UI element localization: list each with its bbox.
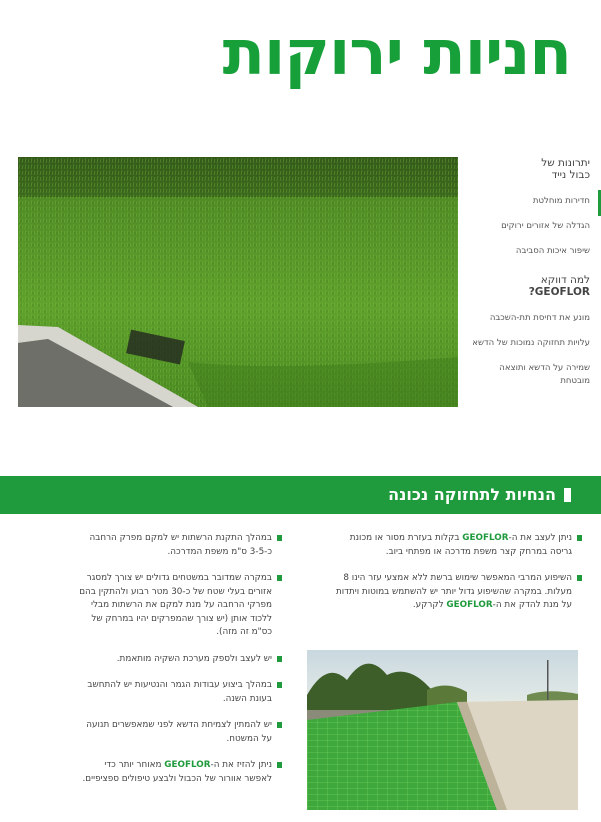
- guideline-item: יש לעצב ולספק מערכת השקיה מותאמת.: [76, 653, 282, 667]
- grass-parking-photo: [18, 157, 458, 407]
- benefits-sidebar: [468, 157, 590, 400]
- section-title-text: הנחיות לתחזוקה נכונה: [388, 485, 556, 504]
- guideline-item: ניתן להזיז את ה-GEOFLOR מאוחר יותר כדי לאפשר אוורור של הכבול ולבצע טיפולים ספציפיים.: [76, 759, 282, 786]
- why-heading-line2: GEOFLOR?: [528, 286, 590, 298]
- benefits-heading: [468, 157, 590, 181]
- guidelines-column-right: [334, 532, 582, 626]
- why-item: עלויות תחזוקה נמוכות של הדשא: [472, 338, 590, 348]
- benefits-heading-line1: יתרונות של: [541, 157, 590, 169]
- guideline-item: במהלך ביצוע עבודות הגמר והנטיעות יש להתחשב בעונת השנה.: [76, 679, 282, 706]
- section-band: [0, 476, 601, 514]
- grass-grid-install-photo: [307, 650, 578, 810]
- section-title: [388, 485, 571, 505]
- why-geoflor-heading: [468, 274, 590, 298]
- why-heading-line1: למה דווקא: [540, 274, 590, 286]
- guideline-item: השיפוע המרבי המאפשר שימוש ברשת ללא אמצעי עזר הינו 8 מעלות. במקרה שהשיפוע גדול יותר יש להשתמש במוטות ויתדות על מנת להדק את ה-GEOFLOR לקרקע.: [334, 572, 582, 613]
- why-item: שמירה על הדשא ותוצאה מובטחת: [499, 363, 590, 386]
- guideline-item: במקרה שמדובר במשטחים גדולים יש צורך למסגר אזורים בעלי שטח של כ-30 מטר רבוע ולהתקין בהם מפרקי הרחבה על מנת למקם את הרשתות מבלי ללכוד אותן (יש צורך שהמפרקים יהיו במרחק של כס"מ זה מזה).: [76, 572, 282, 640]
- guideline-item: יש להמתין לצמיחת הדשא לפני שמאפשרים תנועה על המשטח.: [76, 719, 282, 746]
- why-item: מונע את דחיסת תת-השכבה: [489, 313, 590, 323]
- page-title: חניות ירוקות: [222, 16, 571, 89]
- benefit-item: הגדלה של אזורים ירוקים: [501, 221, 590, 231]
- benefit-item: שיפור איכות הסביבה: [515, 246, 590, 256]
- benefit-item: חדירות מוחלטת: [532, 196, 590, 206]
- benefits-heading-line2: כבול נייד: [551, 169, 590, 181]
- square-bullet-icon: [564, 488, 571, 502]
- guideline-item: ניתן לעצב את ה-GEOFLOR בקלות בעזרת מסור או מכונת גריסה במרחק קצר משפת מדרכה או מפתחי ביוב.: [334, 532, 582, 559]
- guidelines-column-left: [76, 532, 282, 799]
- guideline-item: במהלך התקנת הרשתות יש למקם מפרק הרחבה כ-3-5 ס"מ משפת המדרכה.: [76, 532, 282, 559]
